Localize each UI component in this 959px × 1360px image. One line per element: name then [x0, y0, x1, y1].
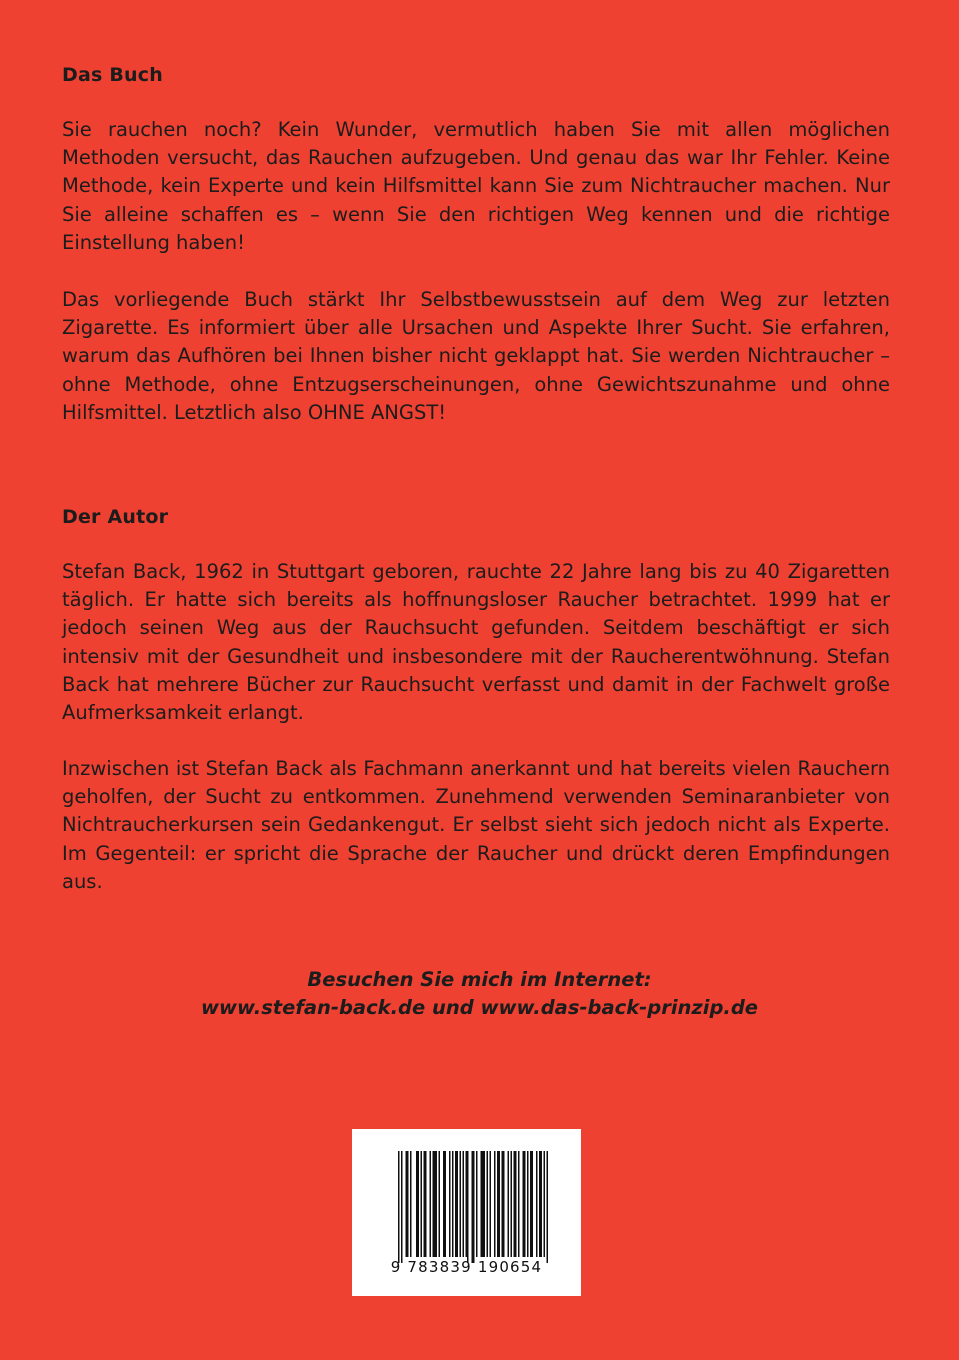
book-section-heading: Das Buch: [62, 64, 163, 86]
barcode-bar: [445, 1151, 447, 1257]
isbn-number: 9 783839 190654: [390, 1258, 543, 1276]
barcode-bar: [497, 1151, 499, 1257]
barcode-bar: [430, 1151, 432, 1257]
barcode-bar: [418, 1151, 420, 1257]
barcode-bar: [490, 1151, 492, 1257]
barcode-bar: [473, 1151, 475, 1263]
barcode-bar: [421, 1151, 423, 1257]
barcode-bar: [455, 1151, 457, 1257]
barcode-bar: [398, 1151, 400, 1263]
barcode-bar: [514, 1151, 516, 1257]
barcode-bar: [536, 1151, 538, 1257]
barcode-bar: [539, 1151, 541, 1257]
barcode-bar: [503, 1151, 505, 1257]
barcode-bar: [463, 1151, 465, 1257]
barcode-bar: [547, 1151, 549, 1263]
barcode-bar: [434, 1151, 436, 1257]
barcode-label: [352, 1129, 581, 1296]
barcode-bar: [457, 1151, 459, 1257]
barcode-bar: [541, 1151, 543, 1257]
barcode-bar: [481, 1151, 483, 1257]
author-bio-paragraph-1: Stefan Back, 1962 in Stuttgart geboren, rauchte 22 Jahre lang bis zu 40 Zigaretten täglich. Er hatte sich bereits als hoffnungsloser Raucher betrachtet. 1999 hat er jedoch seinen Weg aus der Rauchsucht gefunden. Seitdem beschäftigt er sich intensiv mit der Gesundheit und insbesondere mit der Raucherentwöhnung. Stefan Back hat mehrere Bücher zur Rauchsucht verfasst und damit in der Fachwelt große Aufmerksamkeit erlangt.: [62, 560, 890, 725]
barcode-bar: [515, 1151, 517, 1257]
barcode-bar: [466, 1151, 468, 1257]
barcode-bar: [511, 1151, 513, 1257]
barcode-bar: [487, 1151, 489, 1257]
barcode-bar: [494, 1151, 496, 1257]
barcode-bar: [452, 1151, 454, 1257]
barcode-bar: [439, 1151, 441, 1257]
barcode-bar: [527, 1151, 529, 1257]
barcode-bar: [443, 1151, 445, 1257]
barcode-bar: [410, 1151, 412, 1257]
barcode-bar: [416, 1151, 418, 1257]
barcode-bar: [544, 1151, 546, 1257]
barcode-bar: [484, 1151, 486, 1257]
internet-invitation: Besuchen Sie mich im Internet:: [307, 968, 652, 991]
book-description-paragraph-1: Sie rauchen noch? Kein Wunder, vermutlich haben Sie mit allen möglichen Methoden versucht, das Rauchen aufzugeben. Und genau das war Ihr Fehler. Keine Methode, kein Experte und kein Hilfsmittel kann Sie zum Nichtraucher machen. Nur Sie alleine schaffen es – wenn Sie den richtigen Weg kennen und die richtige Einstellung haben!: [62, 118, 890, 254]
barcode-bar: [532, 1151, 534, 1257]
barcode-bar: [433, 1151, 435, 1257]
barcode-bar: [472, 1151, 474, 1263]
book-description-paragraph-2: Das vorliegende Buch stärkt Ihr Selbstbewusstsein auf dem Weg zur letzten Zigarette. Es informiert über alle Ursachen und Aspekte Ihrer Sucht. Sie erfahren, warum das Aufhören bei Ihnen bisher nicht geklappt hat. Sie werden Nichtraucher – ohne Methode, ohne Entzugserscheinungen, ohne Gewichtszunahme und ohne Hilfsmittel. Letztlich also OHNE ANGST!: [62, 288, 890, 424]
barcode-bar: [499, 1151, 501, 1257]
barcode-bar: [518, 1151, 520, 1257]
author-bio-paragraph-2: Inzwischen ist Stefan Back als Fachmann anerkannt und hat bereits vielen Rauchern geholfen, der Sucht zu entkommen. Zunehmend verwenden Seminaranbieter von Nichtraucherkursen sein Gedankengut. Er selbst sieht sich jedoch nicht als Experte. Im Gegenteil: er spricht die Sprache der Raucher und drückt deren Empfindungen aus.: [62, 757, 890, 893]
author-section-heading: Der Autor: [62, 506, 169, 528]
barcode-bar: [449, 1151, 451, 1257]
barcode-bar: [508, 1151, 510, 1257]
barcode-bar: [476, 1151, 478, 1257]
barcode-bar: [406, 1151, 408, 1257]
barcode-bar: [530, 1151, 532, 1257]
barcode-bar: [524, 1151, 526, 1257]
barcode-bar: [460, 1151, 462, 1257]
barcode-bar: [482, 1151, 484, 1257]
barcode-bar: [467, 1151, 469, 1263]
barcode-bar: [401, 1151, 403, 1263]
website-urls: www.stefan-back.de und www.das-back-prinzip.de: [201, 996, 758, 1019]
barcode-bar: [523, 1151, 525, 1257]
barcode-bar: [424, 1151, 426, 1257]
barcode-bar: [502, 1151, 504, 1257]
barcode-bar: [436, 1151, 438, 1257]
barcode-bar: [425, 1151, 427, 1257]
barcode-bar: [407, 1151, 409, 1257]
